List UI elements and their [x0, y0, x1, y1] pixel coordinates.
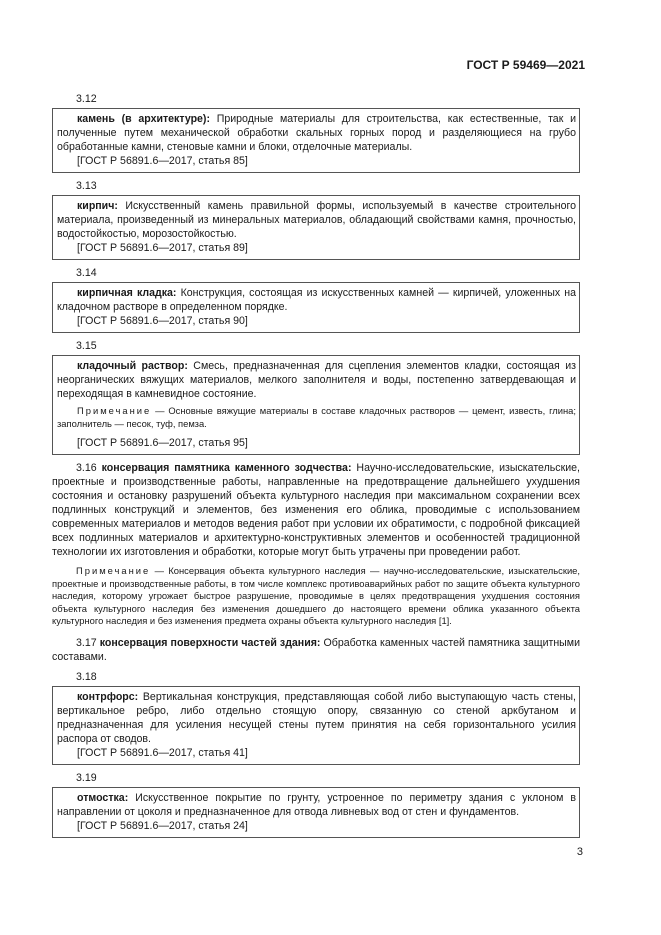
note	[52, 565, 580, 628]
definition: Конструкция, состоящая из искусственных камней — кирпичей, уложенных на кладочном растворе в определенном порядке.	[57, 287, 577, 313]
term: консервация памятника каменного зодчества:	[101, 462, 352, 474]
entry-number: 3.15	[76, 340, 97, 352]
note-label: Примечание	[76, 565, 151, 576]
definition-box	[52, 355, 580, 455]
definition: Искусственный камень правильной формы, используемый в качестве строительного материала, произведенный из минеральных материалов, обладающий свойствами камня, прочностью, водостойкостью, морозостойкостью.	[57, 200, 576, 240]
definition-text	[52, 461, 580, 559]
note-text: — Основные вяжущие материалы в составе кладочных растворов — цемент, известь, глина; заполнитель — песок, туф, пемза.	[57, 405, 576, 429]
term: кирпичная кладка:	[77, 287, 177, 299]
definition-box	[52, 108, 580, 173]
source-reference: [ГОСТ Р 56891.6—2017, статья 95]	[77, 437, 248, 449]
definition: Научно-исследовательские, изыскательские, проектные и производственные работы, направленные на предотвращение дальнейшего ухудшения состояния и остановку разрушений объекта культурного наследия при максимальном сохранении всех подлинных конструкций и элементов, без изменения его облика, проводимые с использованием современных материалов и методов ведения работ при условии их обратимости, с подробной фиксацией всех подлинных материалов и архитектурно-конструктивных элементов и особенностей традиционной технологии их изготовления и обработки, которые могут быть утрачены при проведении работ.	[52, 462, 580, 558]
definition: Смесь, предназначенная для сцепления элементов кладки, состоящая из неорганических вяжущих материалов, мелкого заполнителя и воды, постепенно затвердевающая и переходящая в камневидное состояние.	[57, 360, 576, 400]
term: отмостка:	[77, 791, 129, 804]
note	[57, 405, 576, 430]
definition-box	[52, 787, 580, 838]
definition-text	[57, 690, 576, 746]
definition: Искусственное покрытие по грунту, устроенное по периметру здания с уклоном в направлении от цоколя и предназначенное для отвода ливневых вод от стен и фундаментов.	[57, 791, 576, 818]
source-reference: [ГОСТ Р 56891.6—2017, статья 41]	[77, 746, 248, 759]
term: контрфорс:	[77, 690, 139, 703]
entry-number: 3.17	[76, 636, 97, 649]
entry-number: 3.13	[76, 180, 97, 192]
definition-box	[52, 195, 580, 260]
entry-number: 3.19	[76, 771, 97, 784]
definition: Природные материалы для строительства, как естественные, так и полученные путем механической обработки скальных горных пород и разделяющиеся на грубо обработанные камни, стеновые камни и блоки, отделочные материалы.	[57, 113, 576, 153]
definition-text	[57, 112, 576, 154]
term: консервация поверхности частей здания:	[99, 636, 321, 649]
document-code: ГОСТ Р 59469—2021	[466, 58, 585, 72]
note-text: — Консервация объекта культурного наследия — научно-исследовательские, изыскательские, проектные и производственные работы, в том числе комплекс противоаварийных работ по защите объекта культурного наследия, которому угрожает быстрое разрушение, проводимые в целях предотвращения ухудшения состояния объекта культурного наследия без изменения дошедшего до настоящего времени облика указанного объекта культурного наследия и без изменения предмета охраны объекта культурного наследия [1].	[52, 565, 580, 626]
definition-text	[52, 636, 580, 664]
term: кладочный раствор:	[77, 360, 188, 372]
definition-text	[57, 791, 576, 819]
source-reference: [ГОСТ Р 56891.6—2017, статья 89]	[77, 242, 248, 254]
source-reference: [ГОСТ Р 56891.6—2017, статья 85]	[77, 155, 248, 167]
entry-number: 3.18	[76, 670, 97, 683]
term: камень (в архитектуре):	[77, 113, 210, 125]
definition-box	[52, 686, 580, 765]
definition-text	[57, 359, 576, 401]
definition-text	[57, 286, 576, 314]
document-body	[52, 92, 580, 844]
definition-box	[52, 282, 580, 333]
source-reference: [ГОСТ Р 56891.6—2017, статья 90]	[77, 315, 248, 327]
entry-number: 3.16	[76, 462, 97, 474]
definition: Обработка каменных частей памятника защитными составами.	[52, 636, 581, 663]
page-number: 3	[576, 846, 583, 858]
definition: Вертикальная конструкция, представляющая собой либо выступающую часть стены, вертикальное ребро, либо отдельно стоящую опору, связанную со стеной аркбутаном и предназначенная для усиления несущей стены путем принятия на себя горизонтального усилия распора от сводов.	[57, 690, 576, 745]
entry-number: 3.14	[76, 267, 97, 279]
source-reference: [ГОСТ Р 56891.6—2017, статья 24]	[77, 819, 248, 832]
definition-text	[57, 199, 576, 241]
entry-number: 3.12	[76, 93, 97, 105]
term: кирпич:	[77, 200, 118, 212]
note-label: Примечание	[77, 405, 152, 416]
